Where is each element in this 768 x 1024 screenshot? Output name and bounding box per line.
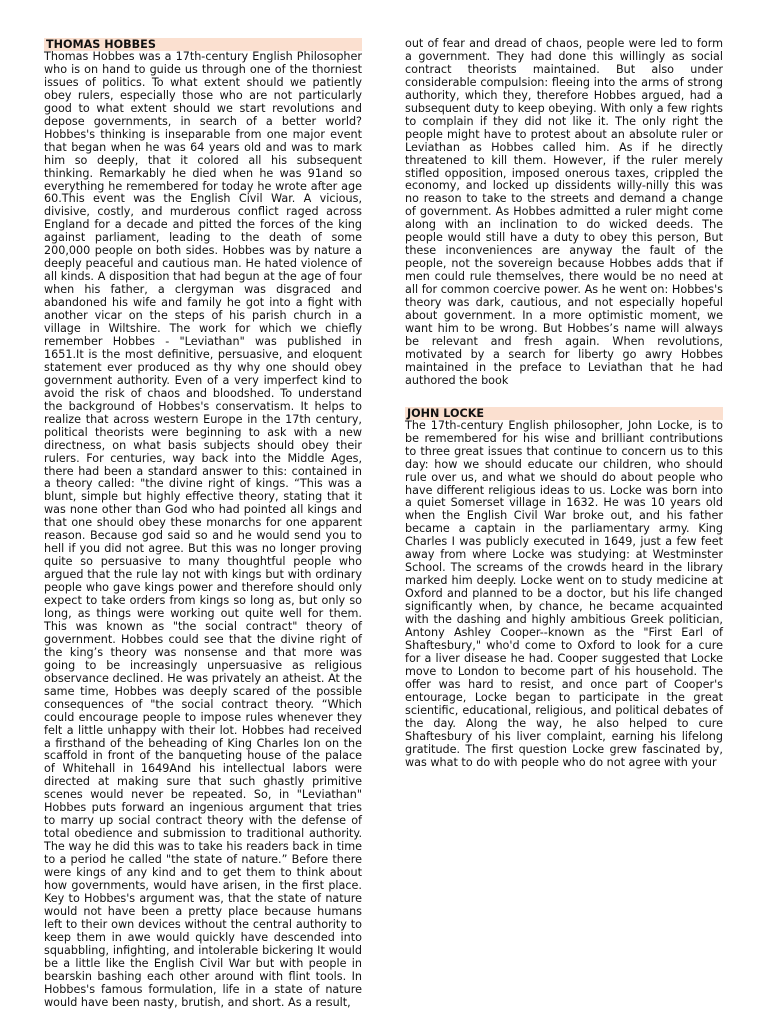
hobbes-body: Thomas Hobbes was a 17th-century English Philosopher who is on hand to guide us through one of the thorniest issues of politics. To what extent should we patiently obey rulers, especially those who are not particularly good to what extent should we start revolutions and depose governments, in search of a better world? Hobbes's thinking is inseparable from one major event that began when he was 64 years old and was to mark him so deeply, that it colored all his subsequent thinking. Remarkably he died when he was 91and so everything he remembered for today he wrote after age 60.This event was the English Civil War. A vicious, divisive, costly, and murderous conflict raged across England for a decade and pitted the forces of the king against parliament, leading to the death of some 200,000 people on both sides. Hobbes was by nature a deeply peaceful and cautious man. He hated violence of all kinds. A disposition that had begun at the age of four when his father, a clergyman was disgraced and abandoned his wife and family he got into a fight with another vicar on the steps of his parish church in a village in Wiltshire. The work for which we chiefly remember Hobbes - "Leviathan" was published in 1651.It is the most definitive, persuasive, and eloquent statement ever produced as thy why one should obey government authority. Even of a very imperfect kind to avoid the risk of chaos and bloodshed. To understand the background of Hobbes's conservatism. It helps to realize that across western Europe in the 17th century, political theorists were beginning to ask with a new directness, on what basis subjects should obey their rulers. For centuries, way back into the Middle Ages, there had been a standard answer to this: contained in a theory called: "the divine right of kings. “This was a blunt, simple but highly effective theory, stating that it was none other than God who had pointed all kings and that one should obey these monarchs for one apparent reason. Because god said so and he would send you to hell if you did not agree. But this was no longer proving quite so persuasive to many thoughtful people who argued that the rule lay not with kings but with ordinary people who gave kings power and therefore should only expect to take orders from kings so long as, but only so long, as things were working out quite well for them. This was known as "the social contract" theory of government. Hobbes could see that the divine right of the king’s theory was nonsense and that more was going to be increasingly unpersuasive as religious observance declined. He was privately an atheist. At the same time, Hobbes was deeply scared of the possible consequences of "the social contract theory. “Which could encourage people to impose rules whenever they felt a little unhappy with their lot. Hobbes had received a firsthand of the beheading of King Charles Ion on the scaffold in front of the banqueting house of the palace of Whitehall in 1649And his intellectual labors were directed at making sure that such ghastly primitive scenes would never be repeated. So, in "Leviathan" Hobbes puts forward an ingenious argument that tries to marry up social contract theory with the defense of total obedience and submission to traditional authority. The way he did this was to take his readers back in time to a period he called "the state of nature.” Before there were kings of any kind and to get them to think about how governments, would have arisen, in the first place. Key to Hobbes's argument was, that the state of nature would not have been a pretty place because humans left to their own devices without the central authority to keep them in awe would quickly have descended into squabbling, infighting, and intolerable bickering It would be a little like the English Civil War but with people in bearskin bashing each other around with flint tools. In Hobbes's famous formulation, life in a state of nature would have been nasty, brutish, and short. As a result, xyxy=(44,50,362,1009)
left-column xyxy=(44,38,362,1010)
locke-heading: JOHN LOCKE xyxy=(405,407,723,420)
hobbes-heading: THOMAS HOBBES xyxy=(44,38,362,51)
section-gap xyxy=(405,388,723,407)
right-column xyxy=(405,38,723,769)
hobbes-body-continued: out of fear and dread of chaos, people were led to form a government. They had done this willingly as social contract theorists maintained. But also under considerable compulsion: fleeing into the arms of strong authority, which they, therefore Hobbes argued, had a subsequent duty to keep obeying. With only a few rights to complain if they did not like it. The only right the people might have to protest about an absolute ruler or Leviathan as Hobbes called him. As if he directly threatened to kill them. However, if the ruler merely stifled opposition, imposed onerous taxes, crippled the economy, and locked up dissidents willy-nilly this was no reason to take to the streets and demand a change of government. As Hobbes admitted a ruler might come along with an inclination to do wicked deeds. The people would still have a duty to obey this person, But these inconveniences are anyway the fault of the people, not the sovereign because Hobbes adds that if men could rule themselves, there would be no need at all for common coercive power. As he went on: Hobbes's theory was dark, cautious, and not especially hopeful about government. In a more optimistic moment, we want him to be wrong. But Hobbes’s name will always be relevant and fresh again. When revolutions, motivated by a search for liberty go awry Hobbes maintained in the preface to Leviathan that he had authored the book xyxy=(405,37,723,387)
locke-body: The 17th-century English philosopher, John Locke, is to be remembered for his wise and brilliant contributions to three great issues that continue to concern us to this day: how we should educate our children, who should rule over us, and what we should do about people who have different religious ideas to us. Locke was born into a quiet Somerset village in 1632. He was 10 years old when the English Civil War broke out, and his father became a captain in the parliamentary army. King Charles I was publicly executed in 1649, just a few feet away from where Locke was studying: at Westminster School. The screams of the crowds heard in the library marked him deeply. Locke went on to study medicine at Oxford and planned to be a doctor, but his life changed significantly when, by chance, he became acquainted with the dashing and highly ambitious Greek politician, Antony Ashley Cooper--known as the "First Earl of Shaftesbury," who'd come to Oxford to look for a cure for a liver disease he had. Cooper suggested that Locke move to London to become part of his household. The offer was hard to resist, and once part of Cooper's entourage, Locke began to participate in the great scientific, educational, religious, and political debates of the day. Along the way, he also helped to cure Shaftesbury of his liver complaint, earning his lifelong gratitude. The first question Locke grew fascinated by, was what to do with people who do not agree with your xyxy=(405,418,723,769)
